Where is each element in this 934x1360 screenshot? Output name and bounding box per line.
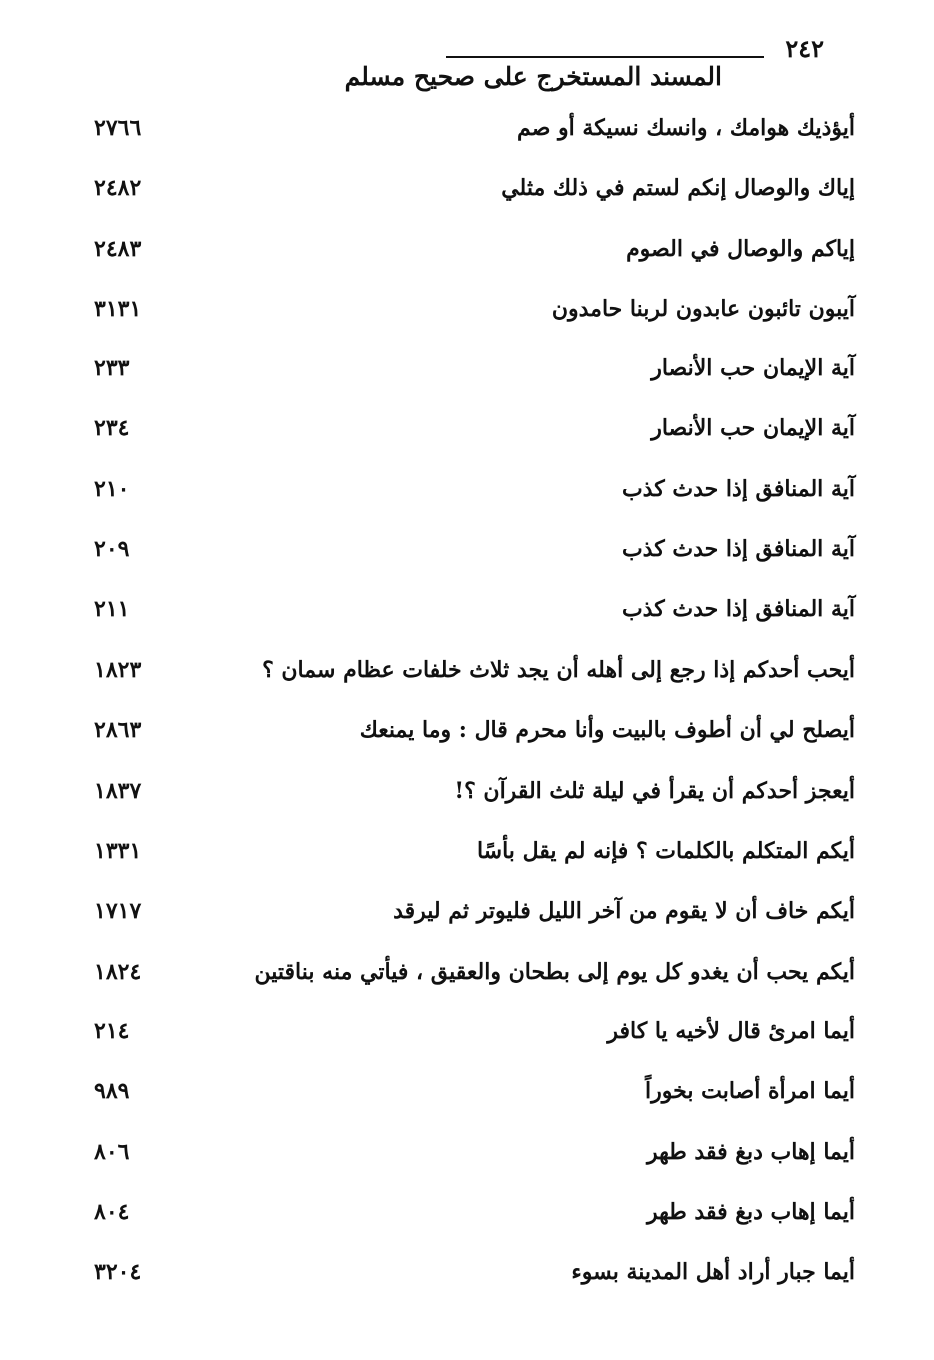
entry-number: ٨٠٤ <box>94 1199 130 1225</box>
entry-number: ١٨٢٣ <box>94 657 142 683</box>
entry-number: ١٨٣٧ <box>94 778 142 804</box>
entry-text: آية المنافق إذا حدث كذب <box>621 596 855 622</box>
index-entry <box>70 1073 855 1109</box>
index-entry <box>70 291 855 327</box>
index-entry <box>70 531 855 567</box>
index-entry <box>70 110 855 146</box>
index-entry <box>70 954 855 990</box>
entry-text: أيكم خاف أن لا يقوم من آخر الليل فليوتر ثم ليرقد <box>393 898 855 924</box>
entry-text: أيما إهاب دبغ فقد طهر <box>646 1199 855 1225</box>
entry-number: ٩٨٩ <box>94 1078 130 1104</box>
entry-number: ٢٤٨٣ <box>94 236 142 262</box>
entry-text: أيما إهاب دبغ فقد طهر <box>646 1139 855 1165</box>
entry-text: آية الإيمان حب الأنصار <box>651 415 855 441</box>
index-entry <box>70 471 855 507</box>
entry-number: ٣١٣١ <box>94 296 142 322</box>
entry-text: آيبون تائبون عابدون لربنا حامدون <box>551 296 855 322</box>
entry-number: ٢١٠ <box>94 476 130 502</box>
entry-number: ٢٧٦٦ <box>94 115 142 141</box>
index-entry <box>70 893 855 929</box>
index-entry <box>70 1134 855 1170</box>
entry-text: أيعجز أحدكم أن يقرأ في ليلة ثلث القرآن ؟! <box>454 778 855 804</box>
entry-number: ٢٣٣ <box>94 355 130 381</box>
index-entry <box>70 410 855 446</box>
index-entry <box>70 591 855 627</box>
entry-text: أيؤذيك هوامك ، وانسك نسيكة أو صم <box>517 115 855 141</box>
index-entry <box>70 350 855 386</box>
index-entry <box>70 1013 855 1049</box>
entry-text: آية الإيمان حب الأنصار <box>651 355 855 381</box>
book-title: المسند المستخرج على صحيح مسلم <box>344 62 722 91</box>
entry-number: ١٨٢٤ <box>94 959 142 985</box>
entry-text: آية المنافق إذا حدث كذب <box>621 536 855 562</box>
entry-text: إياك والوصال إنكم لستم في ذلك مثلي <box>501 175 855 201</box>
entry-number: ٣٢٠٤ <box>94 1259 142 1285</box>
entry-text: أيكم المتكلم بالكلمات ؟ فإنه لم يقل بأسًا <box>476 838 855 864</box>
entry-number: ٨٠٦ <box>94 1139 130 1165</box>
entry-number: ١٣٣١ <box>94 838 142 864</box>
index-entry <box>70 231 855 267</box>
index-entry <box>70 652 855 688</box>
page-number: ٢٤٢ <box>785 34 824 63</box>
entry-number: ٢٣٤ <box>94 415 130 441</box>
entry-text: أيكم يحب أن يغدو كل يوم إلى بطحان والعقيق ، فيأتي منه بناقتين <box>254 959 855 985</box>
entry-number: ٢٨٦٣ <box>94 717 142 743</box>
index-entry <box>70 712 855 748</box>
entry-number: ٢١٤ <box>94 1018 130 1044</box>
entry-number: ٢٠٩ <box>94 536 130 562</box>
entry-text: إياكم والوصال في الصوم <box>626 236 855 262</box>
entry-number: ٢١١ <box>94 596 130 622</box>
entry-text: آية المنافق إذا حدث كذب <box>621 476 855 502</box>
entry-number: ١٧١٧ <box>94 898 142 924</box>
entry-text: أيما جبار أراد أهل المدينة بسوء <box>571 1259 855 1285</box>
entry-text: أيحب أحدكم إذا رجع إلى أهله أن يجد ثلاث خلفات عظام سمان ؟ <box>262 657 855 683</box>
index-entry <box>70 1194 855 1230</box>
index-entry <box>70 1254 855 1290</box>
index-entry <box>70 773 855 809</box>
index-entry <box>70 833 855 869</box>
entry-text: أيما امرأة أصابت بخوراً <box>645 1078 855 1104</box>
entry-text: أيما امرئ قال لأخيه يا كافر <box>607 1018 855 1044</box>
index-entry <box>70 170 855 206</box>
entry-number: ٢٤٨٢ <box>94 175 142 201</box>
entry-text: أيصلح لي أن أطوف بالبيت وأنا محرم قال : وما يمنعك <box>359 717 855 743</box>
